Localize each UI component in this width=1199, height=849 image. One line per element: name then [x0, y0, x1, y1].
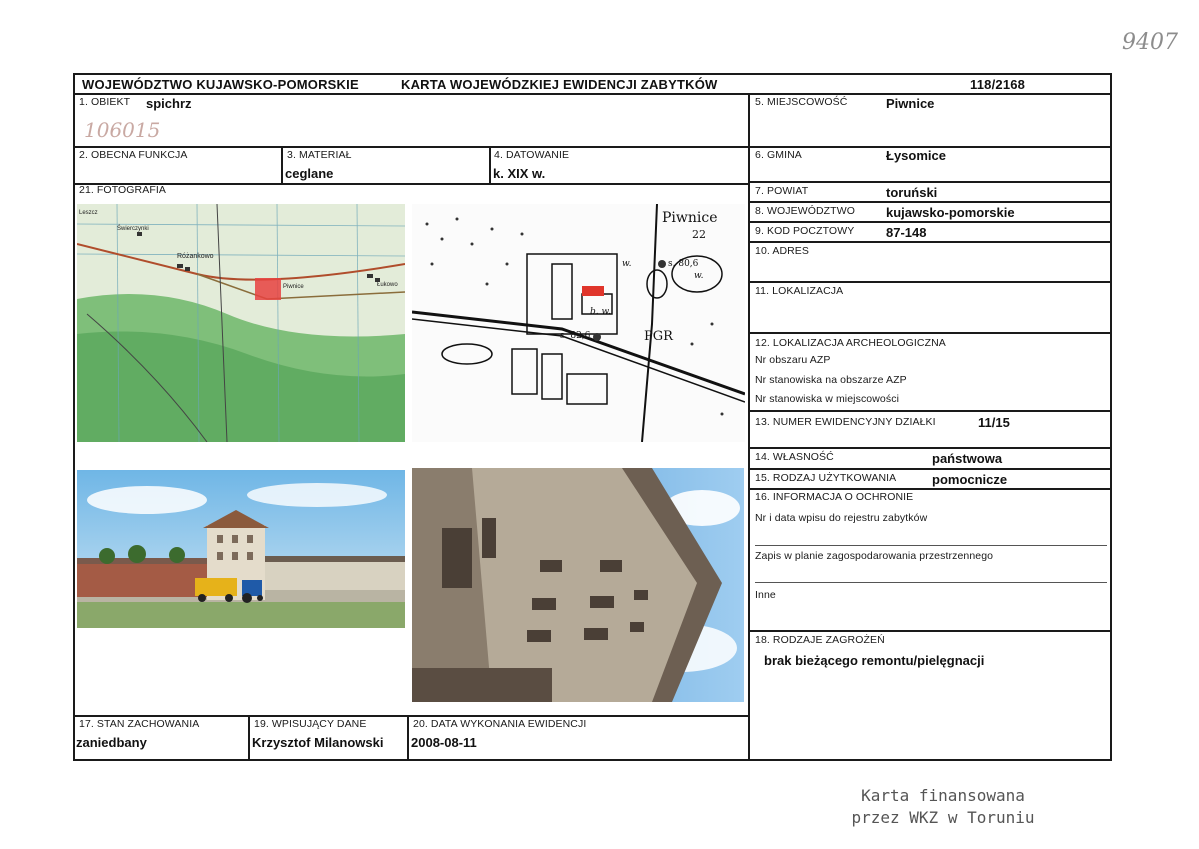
lokalizacja-label: 11. LOKALIZACJA: [755, 285, 844, 297]
fotografia-label: 21. FOTOGRAFIA: [79, 184, 166, 196]
ochrona-line-inne: Inne: [755, 589, 776, 601]
header-divider: [74, 93, 1111, 95]
row-divider: [749, 488, 1111, 490]
numer-label: 13. NUMER EWIDENCYJNY DZIAŁKI: [755, 416, 936, 428]
rodzaj-label: 15. RODZAJ UŻYTKOWANIA: [755, 472, 897, 484]
zagrozenia-label: 18. RODZAJE ZAGROŻEŃ: [755, 634, 885, 646]
cadastral-label-s826: s. 82,6: [560, 331, 591, 341]
column-divider: [748, 93, 750, 760]
datowanie-value: k. XIX w.: [493, 166, 546, 181]
material-value: ceglane: [285, 166, 334, 181]
funkcja-label: 2. OBECNA FUNKCJA: [79, 149, 188, 161]
powiat-label: 7. POWIAT: [755, 185, 809, 197]
funding-stamp-line1: Karta finansowana: [861, 786, 1025, 805]
ochrona-line-plan: Zapis w planie zagospodarowania przestrzennego: [755, 550, 994, 562]
cell-divider: [281, 146, 283, 184]
cadastral-label-w1: w.: [622, 259, 632, 269]
wpisujacy-label: 19. WPISUJĄCY DANE: [254, 718, 367, 730]
ochrona-rule: [755, 545, 1107, 546]
datowanie-label: 4. DATOWANIE: [494, 149, 570, 161]
granary-photo: [412, 468, 744, 702]
handwritten-inventory-number: 106015: [84, 118, 161, 142]
cadastral-map: [412, 204, 745, 442]
miejscowosc-value: Piwnice: [886, 96, 935, 111]
arch-label: 12. LOKALIZACJA ARCHEOLOGICZNA: [755, 337, 946, 349]
row-divider: [749, 281, 1111, 283]
arch-line-stanowisko-miejscowosc: Nr stanowiska w miejscowości: [755, 393, 900, 405]
row-divider: [749, 181, 1111, 183]
wlasnosc-label: 14. WŁASNOŚĆ: [755, 451, 834, 463]
kod-label: 9. KOD POCZTOWY: [755, 225, 855, 237]
arch-line-stanowisko-azp: Nr stanowiska na obszarze AZP: [755, 374, 907, 386]
powiat-value: toruński: [886, 185, 938, 200]
topo-label-leszcz: Leszcz: [79, 210, 98, 216]
cadastral-label-bw: b. w.: [590, 307, 611, 317]
zagrozenia-value: brak bieżącego remontu/pielęgnacji: [764, 653, 985, 668]
cadastral-label-w2: w.: [694, 271, 704, 281]
numer-value: 11/15: [978, 415, 1010, 430]
adres-label: 10. ADRES: [755, 245, 810, 257]
row-divider: [749, 630, 1111, 632]
row-divider: [74, 146, 749, 148]
row-divider: [749, 410, 1111, 412]
gmina-label: 6. GMINA: [755, 149, 802, 161]
arch-line-azp: Nr obszaru AZP: [755, 354, 831, 366]
row-divider: [74, 183, 749, 185]
row-divider: [749, 447, 1111, 449]
row-divider: [74, 715, 749, 717]
funding-stamp-line2: przez WKZ w Toruniu: [851, 808, 1035, 827]
header-title: KARTA WOJEWÓDZKIEJ EWIDENCJI ZABYTKÓW: [401, 77, 718, 92]
header-region: WOJEWÓDZTWO KUJAWSKO-POMORSKIE: [82, 77, 359, 92]
cadastral-label-22: 22: [692, 228, 706, 241]
stan-label: 17. STAN ZACHOWANIA: [79, 718, 200, 730]
topo-label-piwnice: Piwnice: [283, 284, 304, 290]
cadastral-label-piwnice: Piwnice: [662, 210, 718, 226]
obiekt-value: spichrz: [146, 96, 192, 111]
cell-divider: [248, 715, 250, 760]
ochrona-label: 16. INFORMACJA O OCHRONIE: [755, 491, 914, 503]
gmina-value: Łysomice: [886, 148, 946, 163]
farmyard-photo: [77, 470, 405, 628]
funding-stamp: [848, 785, 1038, 829]
wojewodztwo-label: 8. WOJEWÓDZTWO: [755, 205, 855, 217]
cell-divider: [489, 146, 491, 184]
row-divider: [749, 241, 1111, 243]
topo-label-rozankowo: Różankowo: [177, 253, 214, 260]
card-number: 118/2168: [970, 77, 1026, 92]
ochrona-line-rejestr: Nr i data wpisu do rejestru zabytków: [755, 512, 928, 524]
row-divider: [749, 332, 1111, 334]
cell-divider: [407, 715, 409, 760]
data-value: 2008-08-11: [411, 735, 477, 750]
topographic-map: [77, 204, 405, 442]
topo-label-swierczynki: Świerczynki: [117, 226, 149, 232]
data-label: 20. DATA WYKONANIA EWIDENCJI: [413, 718, 587, 730]
row-divider: [749, 468, 1111, 470]
kod-value: 87-148: [886, 225, 927, 240]
rodzaj-value: pomocnicze: [932, 472, 1008, 487]
miejscowosc-label: 5. MIEJSCOWOŚĆ: [755, 96, 848, 108]
handwritten-corner-note: 9407: [1122, 30, 1178, 55]
topo-label-lukowo: Łukowo: [377, 282, 398, 288]
ochrona-rule: [755, 582, 1107, 583]
stan-value: zaniedbany: [76, 735, 147, 750]
cadastral-label-pgr: PGR: [644, 329, 673, 344]
material-label: 3. MATERIAŁ: [287, 149, 352, 161]
cadastral-label-s806: s. 80,6: [668, 259, 699, 269]
wpisujacy-value: Krzysztof Milanowski: [252, 735, 384, 750]
wojewodztwo-value: kujawsko-pomorskie: [886, 205, 1015, 220]
obiekt-label: 1. OBIEKT: [79, 96, 131, 108]
wlasnosc-value: państwowa: [932, 451, 1003, 466]
row-divider: [749, 201, 1111, 203]
row-divider: [749, 221, 1111, 223]
